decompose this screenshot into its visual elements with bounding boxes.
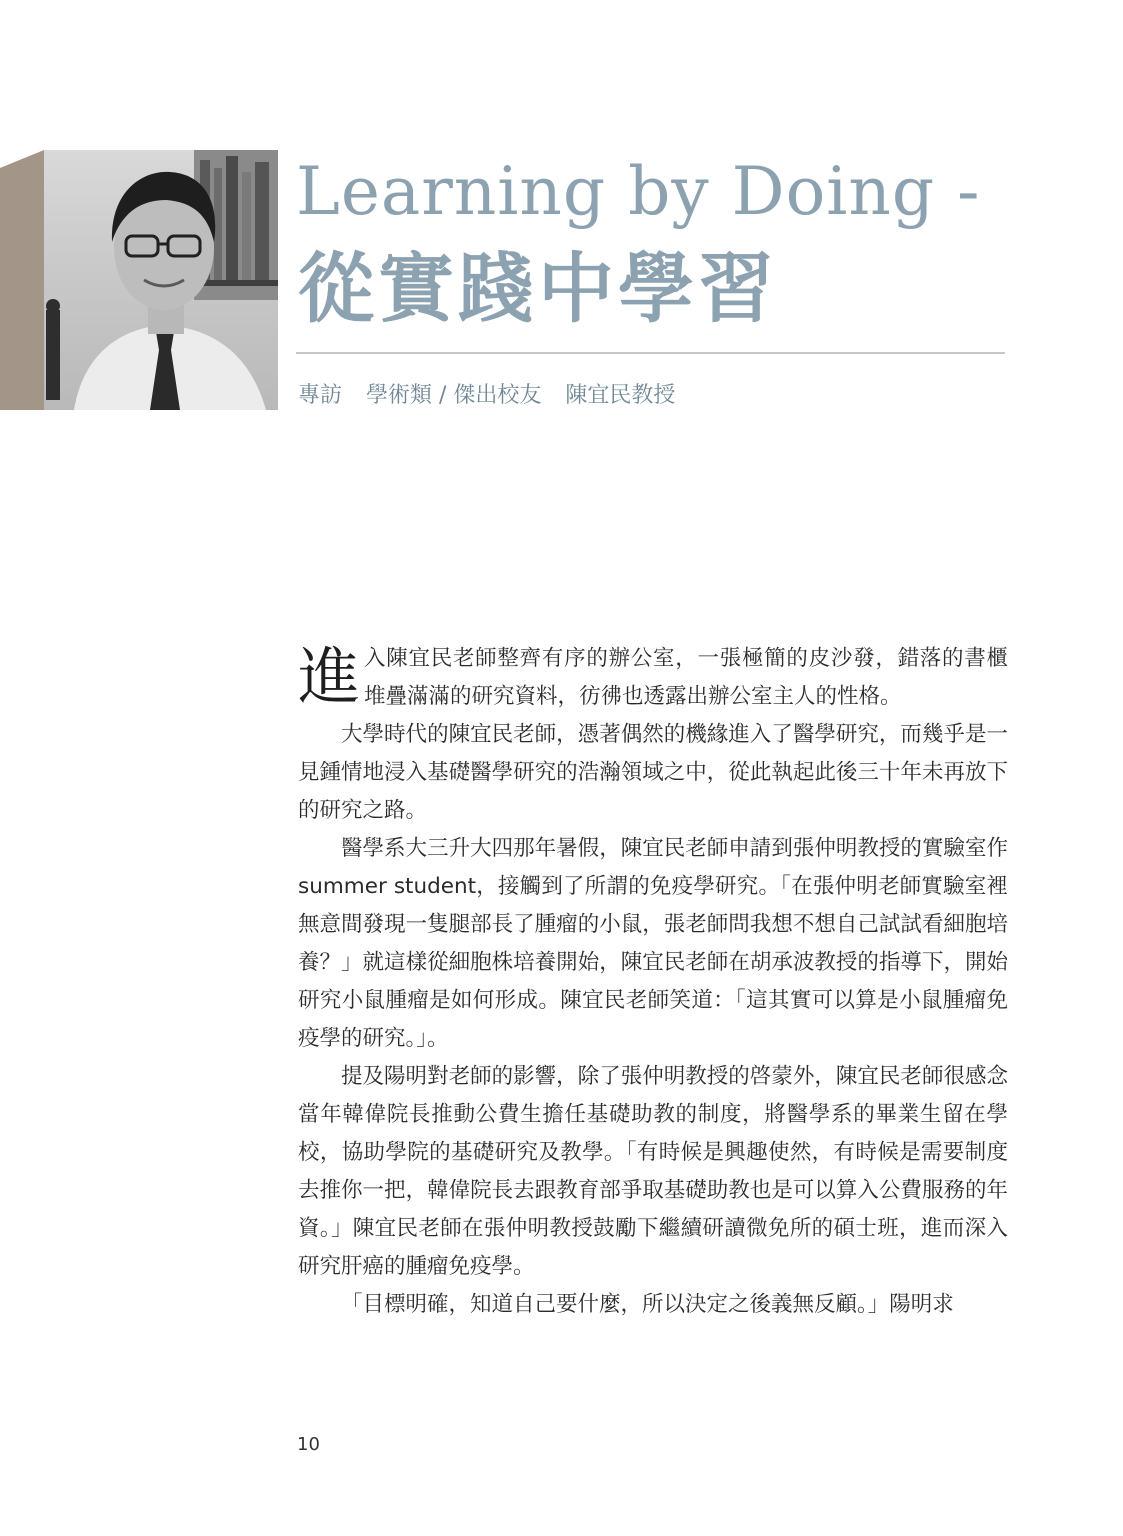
article-paragraph-4: 提及陽明對老師的影響，除了張仲明教授的啓蒙外，陳宜民老師很感念當年韓偉院長推動公費生擔任基礎助教的制度，將醫學系的畢業生留在學校，協助學院的基礎研究及教學。「有時候是興趣使然，有時候是需要制度去推你一把，韓偉院長去跟教育部爭取基礎助教也是可以算入公費服務的年資。」陳宜民老師在張仲明教授鼓勵下繼續研讀微免所的碩士班，進而深入研究肝癌的腫瘤免疫學。 (298, 1064, 1008, 1279)
article-paragraph-1-text: 入陳宜民老師整齊有序的辦公室，一張極簡的皮沙發，錯落的書櫃堆疊滿滿的研究資料，彷彿也透露出辦公室主人的性格。 (364, 646, 1008, 709)
portrait-photo-icon (44, 150, 278, 410)
article-paragraph-2: 大學時代的陳宜民老師，憑著偶然的機緣進入了醫學研究，而幾乎是一見鍾情地浸入基礎醫學研究的浩瀚領域之中，從此執起此後三十年未再放下的研究之路。 (298, 722, 1008, 823)
title-english: Learning by Doing - (296, 153, 981, 230)
drop-cap: 進 (298, 640, 361, 713)
title-chinese: 從實踐中學習 (298, 244, 778, 333)
portrait-photo (44, 150, 278, 410)
byline (298, 380, 699, 412)
decorative-side-band (0, 0, 44, 410)
byline-person: 陳宜民教授 (565, 383, 676, 408)
article-paragraph-5: 「目標明確，知道自己要什麼，所以決定之後義無反顧。」陽明求 (341, 1292, 954, 1317)
article-body (298, 640, 1008, 1324)
byline-interview: 專訪 (298, 383, 343, 408)
byline-category: 學術類 / 傑出校友 (366, 383, 542, 408)
title-divider (296, 352, 1005, 354)
article-paragraph-1 (298, 640, 1008, 716)
page-number: 10 (297, 1434, 320, 1455)
article-paragraph-3: 醫學系大三升大四那年暑假，陳宜民老師申請到張仲明教授的實驗室作summer student，接觸到了所謂的免疫學研究。「在張仲明老師實驗室裡無意間發現一隻腿部長了腫瘤的小鼠，張老師問我想不想自己試試看細胞培養？」就這樣從細胞株培養開始，陳宜民老師在胡承波教授的指導下，開始研究小鼠腫瘤是如何形成。陳宜民老師笑道：「這其實可以算是小鼠腫瘤免疫學的研究。」。 (298, 836, 1008, 1051)
